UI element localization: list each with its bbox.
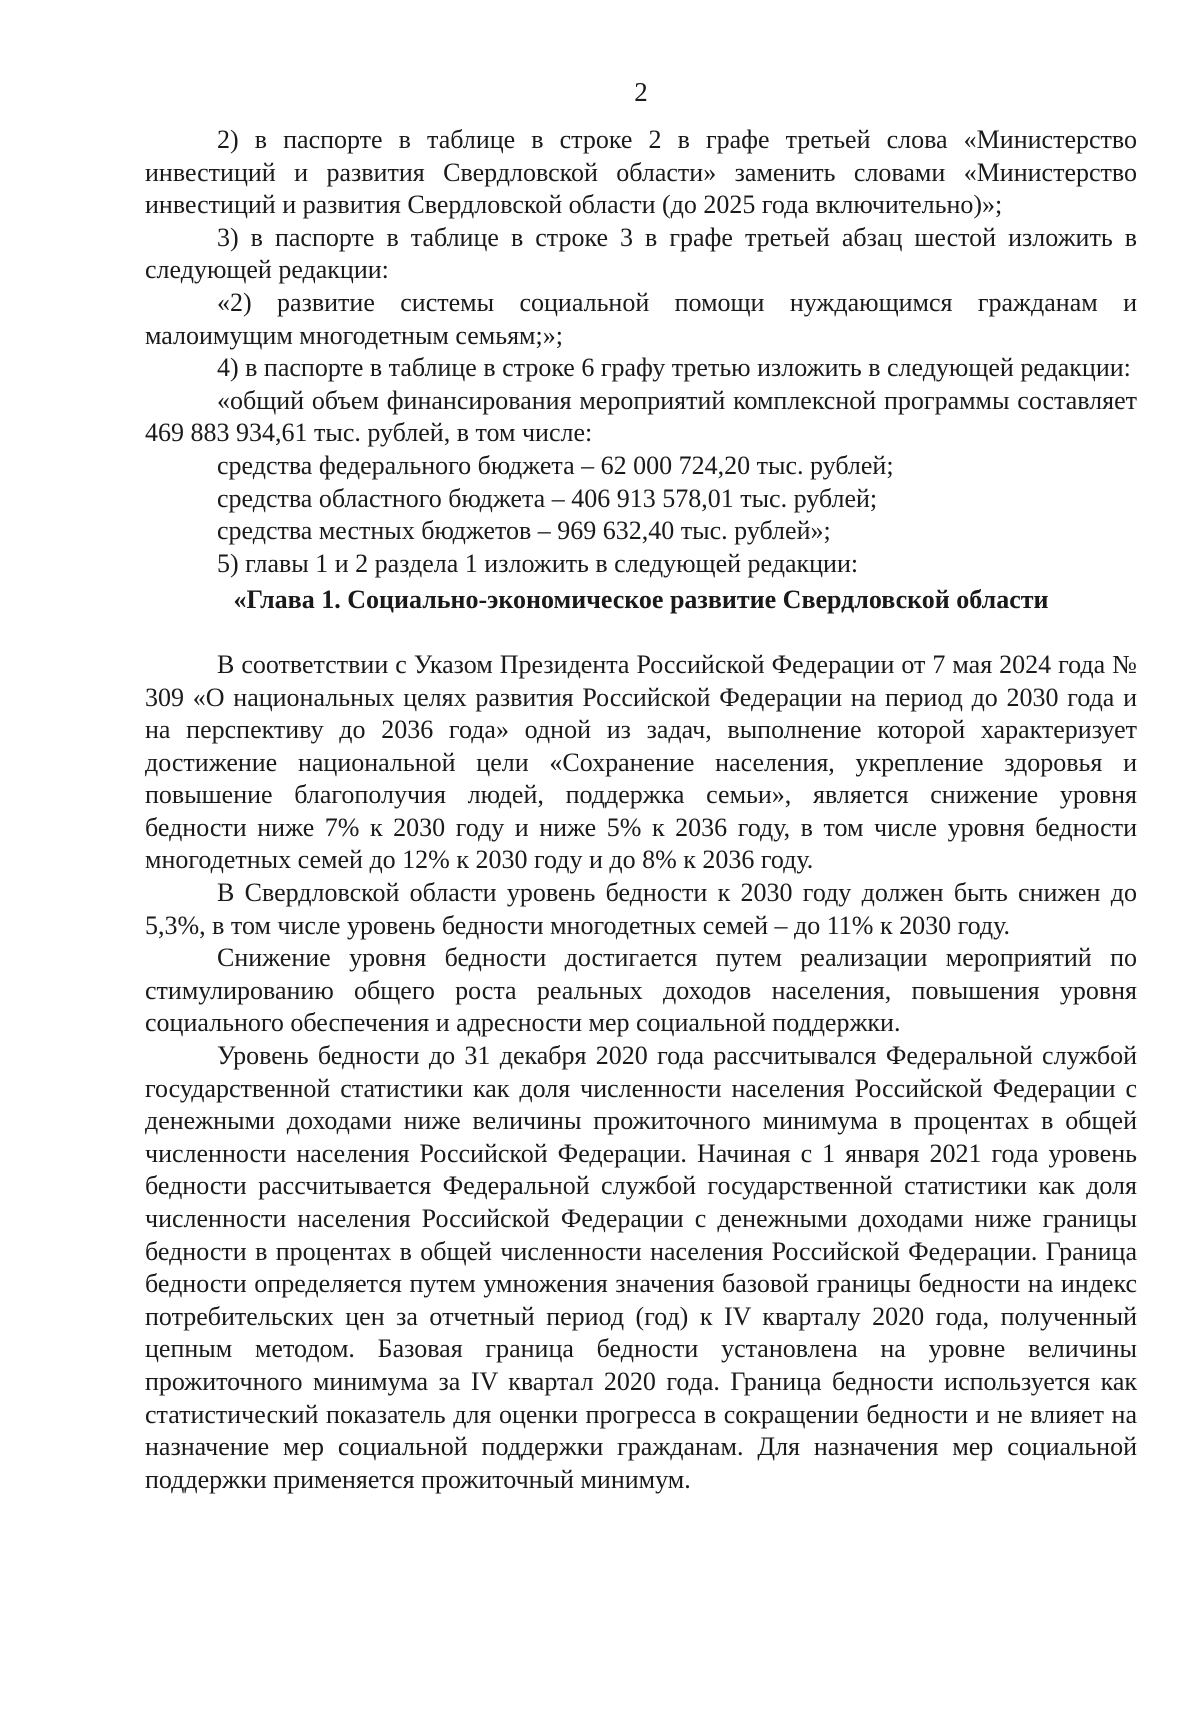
amendment-item-4-text: «общий объем финансирования мероприятий комплексной программы составляет 469 883 934,61 тыс. рублей, в том числе: [145, 385, 1137, 448]
body-paragraph-1: В соответствии с Указом Президента Российской Федерации от 7 мая 2024 года № 309 «О национальных целях развития Российской Федерации на период до 2030 года и на перспективу до 2036 года» одной из задач, выполнение которой характеризует достижение национальной цели «Сохранение населения, укрепление здоровья и повышение благополучия людей, поддержка семьи», является снижение уровня бедности ниже 7% к 2030 году и ниже 5% к 2036 году, в том числе уровня бедности многодетных семей до 12% к 2030 году и до 8% к 2036 году. [145, 649, 1137, 875]
amendment-item-5: 5) главы 1 и 2 раздела 1 изложить в следующей редакции: [217, 548, 859, 578]
body-paragraph-4: Уровень бедности до 31 декабря 2020 года рассчитывался Федеральной службой государственной статистики как доля численности населения Российской Федерации с денежными доходами ниже величины прожиточного минимума в процентах в общей численности населения Российской Федерации. Начиная с 1 января 2021 года уровень бедности рассчитывается Федеральной службой государственной статистики как доля численности населения Российской Федерации с денежными доходами ниже границы бедности в процентах в общей численности населения Российской Федерации. Граница бедности определяется путем умножения значения базовой границы бедности на индекс потребительских цен за отчетный период (год) к IV кварталу 2020 года, полученный цепным методом. Базовая граница бедности установлена на уровне величины прожиточного минимума за IV квартал 2020 года. Граница бедности используется как статистический показатель для оценки прогресса в сокращении бедности и не влияет на назначение мер социальной поддержки гражданам. Для назначения мер социальной поддержки применяется прожиточный минимум. [145, 1041, 1137, 1494]
funding-local: средства местных бюджетов – 969 632,40 тыс. рублей»; [217, 516, 831, 546]
amendment-item-3: 3) в паспорте в таблице в строке 3 в графе третьей абзац шестой изложить в следующей редакции: [145, 222, 1137, 285]
page-number: 2 [634, 77, 648, 107]
body-paragraph-2: В Свердловской области уровень бедности к 2030 году должен быть снижен до 5,3%, в том числе уровень бедности многодетных семей – до 11% к 2030 году. [145, 878, 1137, 940]
chapter-heading: «Глава 1. Социально-экономическое развитие Свердловской области [233, 585, 1049, 615]
document-page [145, 72, 1137, 1496]
amendment-item-4: 4) в паспорте в таблице в строке 6 графу третью изложить в следующей редакции: [217, 353, 1131, 383]
funding-federal: средства федерального бюджета – 62 000 724,20 тыс. рублей; [217, 450, 894, 480]
heading-spacer [145, 617, 1137, 649]
body-paragraph-3: Снижение уровня бедности достигается путем реализации мероприятий по стимулированию общего роста реальных доходов населения, повышения уровня социального обеспечения и адресности мер социальной поддержки. [145, 943, 1137, 1038]
funding-regional: средства областного бюджета – 406 913 578,01 тыс. рублей; [217, 483, 878, 513]
amendment-item-3-text: «2) развитие системы социальной помощи нуждающимся гражданам и малоимущим многодетным семьям;»; [145, 287, 1137, 350]
amendment-item-2: 2) в паспорте в таблице в строке 2 в графе третьей слова «Министерство инвестиций и развития Свердловской области» заменить словами «Министерство инвестиций и развития Свердловской области (до 2025 года включительно)»; [145, 125, 1137, 220]
